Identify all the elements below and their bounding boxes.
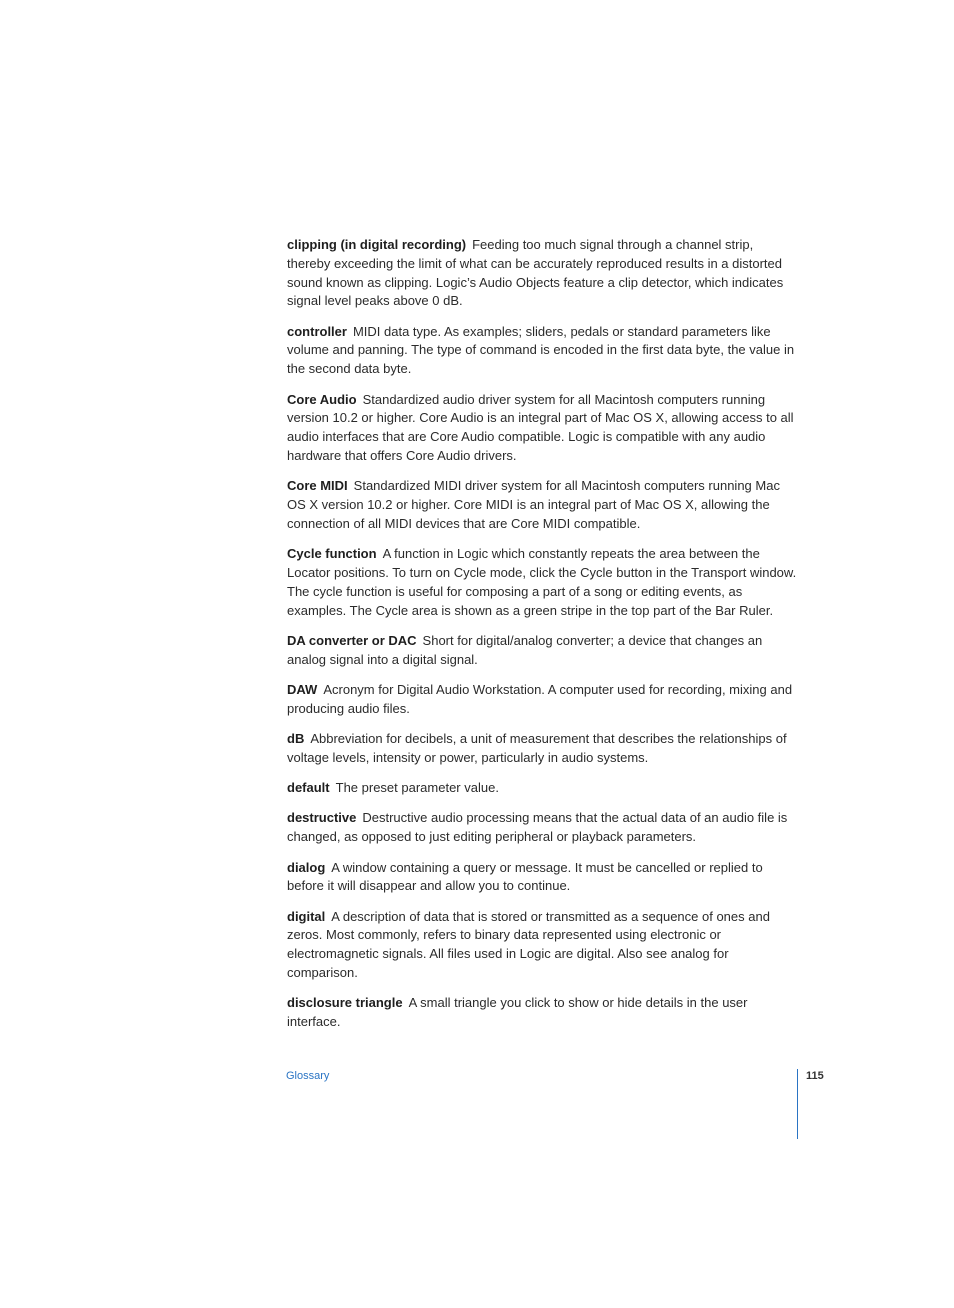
glossary-term: Core MIDI <box>287 478 348 494</box>
glossary-entry <box>287 779 799 798</box>
glossary-entry <box>287 859 799 897</box>
glossary-term: DA converter or DAC <box>287 632 417 648</box>
glossary-term: default <box>287 780 330 796</box>
glossary-entry <box>287 681 799 719</box>
glossary-entry <box>287 545 799 620</box>
glossary-term: Cycle function <box>287 546 377 562</box>
glossary-entry <box>287 391 799 466</box>
glossary-entry <box>287 323 799 379</box>
glossary-definition: Acronym for Digital Audio Workstation. A computer used for recording, mixing and producing audio files. <box>287 681 793 716</box>
glossary-definition: Destructive audio processing means that the actual data of an audio file is changed, as opposed to just editing peripheral or playback parameters. <box>287 810 788 845</box>
page-number: 115 <box>806 1070 824 1082</box>
glossary-term: dB <box>287 731 305 747</box>
glossary-term: destructive <box>287 810 357 826</box>
glossary-definition: The preset parameter value. <box>335 780 499 796</box>
glossary-definition: Short for digital/analog converter; a device that changes an analog signal into a digital signal. <box>287 632 763 667</box>
glossary-term: Core Audio <box>287 391 357 407</box>
glossary-list <box>287 236 799 1043</box>
glossary-definition: A window containing a query or message. It must be cancelled or replied to before it will disappear and allow you to continue. <box>287 859 763 894</box>
glossary-definition: Standardized MIDI driver system for all Macintosh computers running Mac OS X version 10.2 or higher. Core MIDI is an integral part of Mac OS X, allowing the connection of all MIDI devices that are Core MIDI compatible. <box>287 478 780 531</box>
glossary-entry <box>287 809 799 847</box>
glossary-definition: MIDI data type. As examples; sliders, pedals or standard parameters like volume and panning. The type of command is encoded in the first data byte, the value in the second data byte. <box>287 323 795 377</box>
glossary-definition: Standardized audio driver system for all Macintosh computers running version 10.2 or higher. Core Audio is an integral part of Mac OS X, allowing access to all audio interfaces that are Core Audio compatible. Logic is compatible with any audio hardware that offers Core Audio drivers. <box>287 391 794 463</box>
glossary-entry <box>287 908 799 983</box>
glossary-term: disclosure triangle <box>287 995 403 1011</box>
footer-divider <box>797 1069 798 1139</box>
glossary-entry <box>287 477 799 533</box>
glossary-term: DAW <box>287 681 318 697</box>
glossary-definition: A function in Logic which constantly repeats the area between the Locator positions. To turn on Cycle mode, click the Cycle button in the Transport window. The cycle function is useful for composing a part of a song or editing events, as examples. The Cycle area is shown as a green stripe in the top part of the Bar Ruler. <box>287 546 797 618</box>
glossary-entry <box>287 632 799 670</box>
glossary-definition: Feeding too much signal through a channel strip, thereby exceeding the limit of what can be accurately reproduced results in a distorted sound known as clipping. Logic’s Audio Objects feature a clip detector, which indicates signal level peaks above 0 dB. <box>287 237 784 309</box>
glossary-definition: A small triangle you click to show or hide details in the user interface. <box>287 995 748 1030</box>
glossary-entry <box>287 994 799 1032</box>
glossary-entry <box>287 730 799 768</box>
glossary-term: digital <box>287 908 326 924</box>
footer-section-label: Glossary <box>286 1070 330 1082</box>
glossary-term: clipping (in digital recording) <box>287 237 467 252</box>
glossary-definition: A description of data that is stored or transmitted as a sequence of ones and zeros. Most commonly, refers to binary data represented using electronic or electromagnetic signals. All files used in Logic are digital. Also see analog for comparison. <box>287 908 770 980</box>
glossary-term: controller <box>287 323 347 339</box>
glossary-term: dialog <box>287 859 326 875</box>
glossary-definition: Abbreviation for decibels, a unit of measurement that describes the relationships of voltage levels, intensity or power, particularly in audio systems. <box>287 731 787 765</box>
glossary-entry <box>287 236 799 311</box>
